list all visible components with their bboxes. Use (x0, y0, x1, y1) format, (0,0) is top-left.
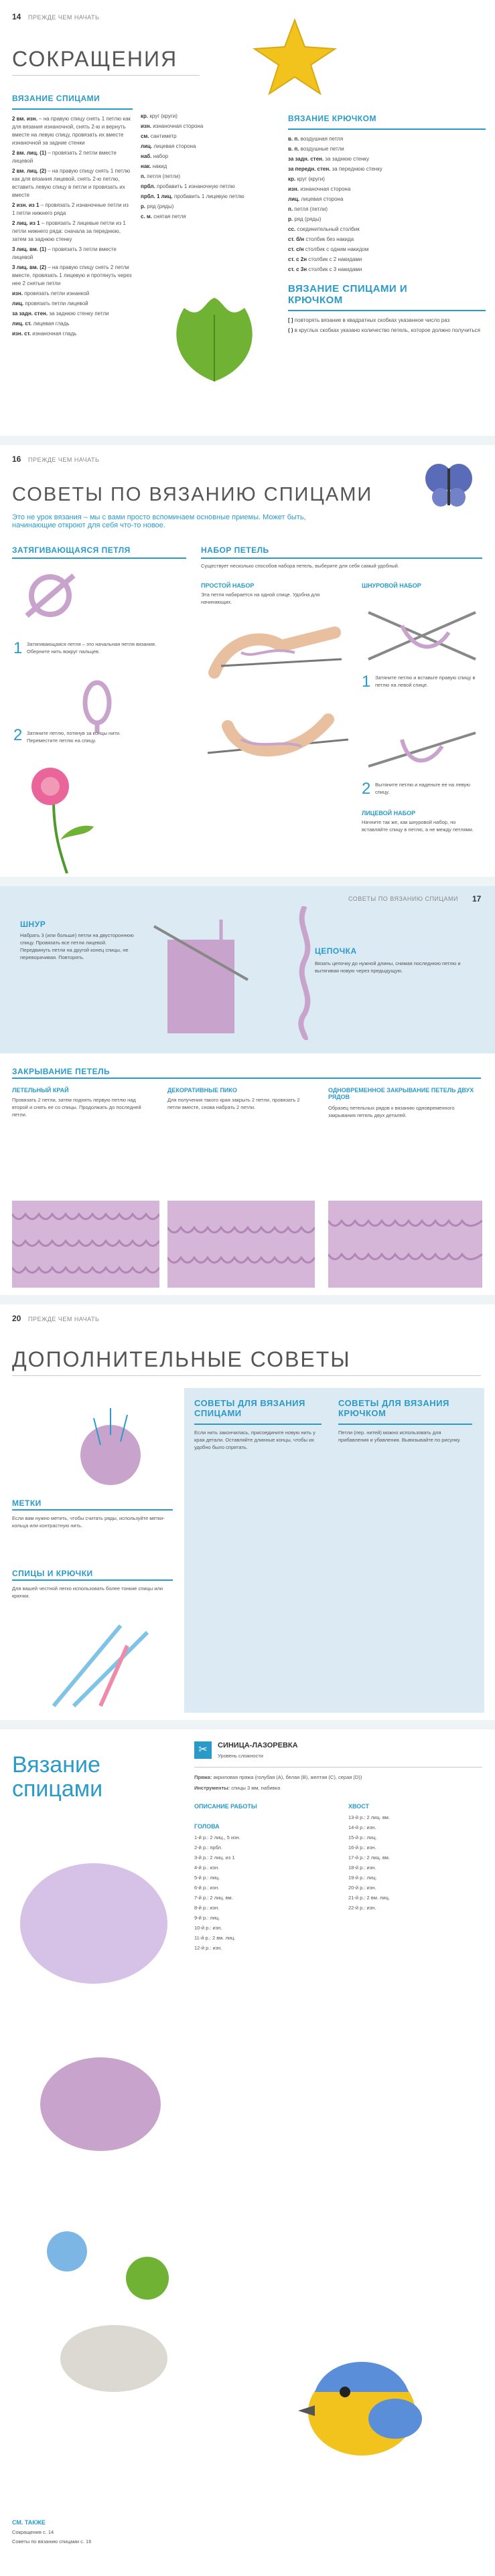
section-heading: ВЯЗАНИЕ СПИЦАМИ И КРЮЧКОМ (288, 283, 408, 306)
section-heading: ЗАКРЫВАНИЕ ПЕТЕЛЬ (12, 1067, 111, 1076)
instruction-row: 17-й р.: 2 лиц. вм. (348, 1855, 390, 1861)
instructions-right (348, 1814, 482, 1914)
abbreviation-key: наб. (141, 153, 152, 159)
abbreviation-key: ст. с/н (288, 246, 304, 252)
divider (12, 75, 200, 76)
instruction-row: 10-й р.: изн. (194, 1925, 222, 1931)
knit-swatch-illustration (328, 1201, 482, 1288)
slipknot-illustration (60, 673, 134, 733)
needles-illustration (362, 713, 482, 780)
knit-swatch-illustration (167, 1201, 315, 1288)
knitted-items-photo (13, 1836, 181, 2405)
section-heading: СОВЕТЫ ДЛЯ ВЯЗАНИЯ СПИЦАМИ (194, 1398, 305, 1418)
abbreviation-row (141, 193, 251, 201)
instruction-row: 11-й р.: 2 вм. лиц. (194, 1935, 236, 1941)
abbreviation-row (288, 226, 486, 234)
section-subheading: ЛЕТЕЛЬНЫЙ КРАЙ (12, 1087, 69, 1094)
body-text: Для получения такого края закрыть 2 петли, провязать 2 петли вместе, снова набрать 2 петли. (167, 1097, 300, 1110)
abbreviation-value: соединительный столбик (297, 226, 360, 232)
yarn-label: Пряжа: (194, 1774, 212, 1780)
section-heading: МЕТКИ (12, 1498, 42, 1508)
abbreviation-row (141, 213, 251, 221)
instruction-row: 7-й р.: 2 лиц. вм. (194, 1895, 233, 1901)
step-text: Затягивающаяся петля – это начальная петля вязания. Оберните нить вокруг пальцев. (27, 641, 157, 655)
abbreviation-value: снятая петля (153, 213, 186, 220)
step-text: Вытяните петлю и наденьте ее на левую спицу. (375, 782, 470, 795)
section-heading: ЦЕПОЧКА (315, 946, 357, 956)
section-heading: СОВЕТЫ ДЛЯ ВЯЗАНИЯ КРЮЧКОМ (338, 1398, 449, 1418)
see-also-link[interactable]: Сокращения с. 14 (12, 2529, 54, 2535)
abbreviation-key: 2 вм. изн. (12, 116, 38, 122)
abbreviation-value: пробавить 1 лицевую петлю (174, 193, 244, 199)
abbreviation-row (141, 163, 251, 171)
section-subheading: ПРОСТОЙ НАБОР (201, 582, 255, 589)
step-number: 2 (362, 780, 371, 798)
abbreviation-key: изн. (141, 123, 151, 129)
abbreviation-value: изнаночная сторона (153, 123, 204, 129)
abbreviation-value: – провязать 2 изнаночные петли из 1 петли нижнего ряда (12, 202, 129, 216)
running-head: ПРЕЖДЕ ЧЕМ НАЧАТЬ (28, 14, 100, 21)
knit-abbreviations (12, 94, 133, 340)
abbreviation-value: – на правую спицу снять 1 петлю как для вязания лицевой, снять 2-ю петлю, вставить левую спицу в петли и провязать их вместе (12, 168, 131, 198)
abbreviation-key: ст. с 2н (288, 256, 307, 262)
abbreviation-key: в. п. (288, 136, 299, 142)
instruction-row: 21-й р.: 2 вм. лиц. (348, 1895, 390, 1901)
abbreviation-value: столбик с 3 накидами (308, 266, 362, 272)
abbreviation-row (12, 330, 133, 338)
page-16 (0, 445, 495, 877)
section-heading: СПИЦЫ И КРЮЧКИ (12, 1569, 93, 1578)
page-separator (0, 436, 495, 445)
chapter-title-line: Вязание (12, 1752, 100, 1778)
chapter-title-line: спицами (12, 1776, 103, 1802)
step-number: 1 (362, 673, 371, 691)
instruction-row: 9-й р.: лиц. (194, 1915, 220, 1921)
pattern-icon: ✂ (194, 1741, 212, 1759)
abbreviation-row (12, 290, 133, 298)
abbreviation-row (141, 143, 251, 151)
instruction-row: 22-й р.: изн. (348, 1905, 376, 1911)
abbreviation-value: сантиметр (150, 133, 177, 139)
abbreviation-key: с. м. (141, 213, 153, 220)
abbreviation-key: прбл. (141, 183, 155, 189)
abbreviation-row (288, 205, 486, 213)
star-icon (241, 17, 348, 97)
tools-line (194, 1784, 482, 1792)
section-heading: ВЯЗАНИЕ КРЮЧКОМ (288, 114, 376, 123)
body-text: Петли (пер. нитей) можно использовать для прибавления и убавления. Вывязывайте по рисунку. (338, 1430, 461, 1443)
body-text: Если нить закончилась, присоедините новую нить у края детали. Оставляйте длинные концы, чтобы их удобно было спрятать. (194, 1430, 315, 1450)
abbreviation-value: лицевая сторона (153, 143, 196, 149)
abbreviation-key: сс. (288, 226, 296, 232)
abbreviation-key: [ ] (288, 317, 293, 323)
abbreviation-value: лицевая сторона (301, 196, 344, 202)
abbreviation-value: набор (153, 153, 169, 159)
abbreviation-value: за переднюю стенку (332, 166, 382, 172)
abbreviation-key: в. п. (288, 146, 299, 152)
abbreviation-row (12, 220, 133, 244)
abbreviation-row (288, 266, 486, 274)
abbreviation-key: нак. (141, 163, 151, 169)
abbreviation-value: лицевая гладь (33, 321, 70, 327)
abbreviation-key: 3 лиц. вм. (2) (12, 264, 46, 270)
abbreviation-row (141, 153, 251, 161)
abbreviation-row (288, 327, 486, 335)
abbreviation-value: – провязать 2 лицевые петли из 1 петли нижнего ряда: сначала за переднюю, затем за заднюю стенку (12, 220, 126, 242)
page-number: 16 (12, 454, 21, 464)
section-heading: ГОЛОВА (194, 1823, 220, 1830)
general-abbreviations (141, 112, 251, 223)
abbreviation-row (288, 256, 486, 264)
abbreviation-row (141, 183, 251, 191)
abbreviation-key: п. (288, 206, 293, 212)
abbreviation-row (288, 246, 486, 254)
page-separator (0, 1720, 495, 1729)
abbreviation-key: за передн. стен. (288, 166, 331, 172)
abbreviation-value: круг (круги) (297, 176, 325, 182)
knit-swatch-illustration (12, 1201, 159, 1288)
pattern-title: СИНИЦА-ЛАЗОРЕВКА (218, 1741, 298, 1749)
chapter-title (12, 1753, 102, 1801)
running-head: ПРЕЖДЕ ЧЕМ НАЧАТЬ (28, 456, 100, 463)
body-text: Для вашей честной легко использовать более тонкие спицы или крючки. (12, 1585, 163, 1599)
divider (12, 1579, 173, 1581)
divider (201, 557, 482, 559)
tools-label: Инструменты: (194, 1785, 230, 1791)
abbreviation-value: петля (петли) (294, 206, 328, 212)
abbreviation-value: изнаночная сторона (300, 186, 351, 192)
abbreviation-row (12, 320, 133, 328)
section-heading: ЗАТЯГИВАЮЩАЯСЯ ПЕТЛЯ (12, 545, 131, 555)
abbreviation-value: столбик с 2 накидами (308, 256, 362, 262)
abbreviation-row (288, 135, 486, 143)
abbreviation-key: за задн. стен. (12, 311, 48, 317)
needles-illustration (40, 1619, 161, 1713)
instruction-row: 3-й р.: 2 лиц. из 1 (194, 1855, 235, 1861)
abbreviation-key: лиц. ст. (12, 321, 32, 327)
abbreviation-key: кр. (288, 176, 296, 182)
body-text: Набрать 3 (или больше) петли на двустороннюю спицу. Провязать все петли лицевой. Передвинуть петли на другой конец спицы, не переворачивая. Повторять. (20, 932, 134, 960)
instruction-row: 19-й р.: лиц. (348, 1875, 377, 1881)
abbreviation-row (12, 201, 133, 218)
section-heading: ОПИСАНИЕ РАБОТЫ (194, 1803, 257, 1810)
abbreviation-row (12, 300, 133, 308)
section-subheading: ЛИЦЕВОЙ НАБОР (362, 810, 416, 817)
abbreviation-value: воздушные петли (300, 146, 344, 152)
pincushion-illustration (67, 1405, 154, 1492)
abbreviation-key: 2 вм. лиц. (1) (12, 150, 46, 156)
abbreviation-value: – на правую спицу снять 1 петлю как для вязания изнаночной, снять 2-ю и вернуть вместе на левую спицу, провязать их вместе изнаночной за задние стенки (12, 116, 131, 146)
abbreviation-value: провязать петли изнанкой (24, 290, 90, 296)
abbreviation-row (12, 149, 133, 165)
knitted-cord-illustration (141, 906, 261, 1040)
section-subheading: ШНУРОВОЙ НАБОР (362, 582, 421, 589)
instruction-row: 20-й р.: изн. (348, 1885, 376, 1891)
instruction-row: 12-й р.: изн. (194, 1945, 222, 1951)
body-text: Эта петля набирается на одной спице. Удобна для начинающих. (201, 592, 320, 605)
abbreviation-row (141, 133, 251, 141)
abbreviation-key: 2 изн. из 1 (12, 202, 40, 208)
crochet-abbreviations (288, 114, 486, 337)
instructions-left (194, 1834, 335, 1954)
needles-illustration (362, 599, 482, 673)
abbreviation-value: повторять вязание в квадратных скобках указанное число раз (294, 317, 450, 323)
divider (288, 310, 486, 311)
section-subheading: ДЕКОРАТИВНЫЕ ПИКО (167, 1087, 237, 1094)
section-subheading: ОДНОВРЕМЕННОЕ ЗАКРЫВАНИЕ ПЕТЕЛЬ ДВУХ РЯДОВ (328, 1087, 474, 1100)
page-17 (0, 886, 495, 1295)
abbreviation-value: воздушная петля (300, 136, 344, 142)
page-number: 17 (472, 894, 482, 904)
abbreviation-value: изнаночная гладь (32, 331, 77, 337)
step-number: 1 (13, 639, 23, 657)
body-text: Вязать цепочку до нужной длины, снимая последнюю петлю и вытягивая новую через предыдущую. (315, 960, 461, 974)
divider (12, 557, 186, 559)
abbreviation-row (288, 165, 486, 173)
abbreviation-key: 3 лиц. вм. (1) (12, 246, 46, 252)
divider (288, 128, 486, 130)
section-heading: НАБОР ПЕТЕЛЬ (201, 545, 269, 555)
divider (12, 1509, 173, 1511)
abbreviation-key: изн. ст. (12, 331, 31, 337)
abbreviation-row (288, 145, 486, 153)
bluetit-toy-photo (288, 2332, 435, 2466)
instruction-row: 15-й р.: лиц. (348, 1834, 377, 1840)
step-text: Затяните петлю и вставьте правую спицу в петлю на левой спице. (375, 675, 476, 688)
page-number: 14 (12, 12, 21, 21)
abbreviation-row (288, 317, 486, 325)
instruction-row: 14-й р.: изн. (348, 1824, 376, 1830)
abbreviation-key: прбл. 1 лиц. (141, 193, 173, 199)
abbreviation-key: лиц. (288, 196, 300, 202)
abbreviation-row (12, 115, 133, 147)
abbreviation-row (288, 195, 486, 203)
page-title: СОВЕТЫ ПО ВЯЗАНИЮ СПИЦАМИ (12, 484, 373, 505)
instruction-row: 2-й р.: прбл. (194, 1844, 223, 1851)
abbreviation-row (12, 167, 133, 199)
abbreviation-value: в круглых скобках указано количество петель, которое должно получиться (294, 327, 480, 333)
tools-text: спицы 3 мм, набивка (231, 1785, 281, 1791)
abbreviation-value: накид (152, 163, 167, 169)
abbreviation-key: лиц. (12, 300, 24, 307)
page-number: 20 (12, 1314, 21, 1323)
page-pattern (0, 1729, 495, 2576)
abbreviation-key: ст. б/н (288, 236, 305, 242)
page-title: СОКРАЩЕНИЯ (12, 47, 178, 71)
abbreviation-key: лиц. (141, 143, 153, 149)
leaf-icon (164, 294, 265, 388)
abbreviation-row (288, 185, 486, 193)
abbreviation-row (141, 203, 251, 211)
instruction-row: 6-й р.: изн. (194, 1885, 220, 1891)
divider (12, 108, 133, 110)
page-title: ДОПОЛНИТЕЛЬНЫЕ СОВЕТЫ (12, 1347, 351, 1371)
difficulty-label: Уровень сложности (218, 1753, 263, 1759)
body-text: Если вам нужно метить, чтобы считать ряды, используйте метки-кольца или контрастную нить. (12, 1515, 165, 1529)
butterfly-icon (422, 458, 476, 512)
page-separator (0, 877, 495, 886)
abbreviation-value: столбик с одним накидом (305, 246, 369, 252)
running-head: ПРЕЖДЕ ЧЕМ НАЧАТЬ (28, 1316, 100, 1322)
hand-illustration (201, 612, 355, 686)
abbreviation-value: – провязать 3 петли вместе лицевой (12, 246, 117, 260)
abbreviation-value: столбик без накида (305, 236, 354, 242)
divider (194, 1424, 322, 1425)
abbreviation-value: ряд (ряды) (147, 203, 174, 209)
abbreviation-row (12, 246, 133, 262)
yarn-text: акриловая пряжа (голубая (А), белая (В), желтая (С), серая (D)) (213, 1774, 362, 1780)
abbreviation-key: см. (141, 133, 149, 139)
section-heading: ШНУР (20, 920, 46, 929)
abbreviation-key: п. (141, 173, 146, 179)
see-also-link[interactable]: Советы по вязанию спицами с. 16 (12, 2539, 92, 2545)
page-separator (0, 1295, 495, 1304)
abbreviation-key: р. (288, 216, 293, 222)
abbreviation-row (288, 175, 486, 183)
instruction-row: 18-й р.: изн. (348, 1865, 376, 1871)
intro-text: Это не урок вязания – мы с вами просто вспоминаем основные приемы. Может быть, начинающие откроют для себя что-то новое. (12, 513, 306, 529)
page-20 (0, 1304, 495, 1720)
abbreviation-key: 2 вм. лиц. (2) (12, 168, 46, 174)
abbreviation-value: – провязать 2 петли вместе лицевой (12, 150, 117, 164)
body-text: Образец петельных рядов к вязанию одновременного закрывания петель двух деталей. (328, 1105, 455, 1118)
step-number: 2 (13, 726, 23, 744)
instruction-row: 1-й р.: 2 лиц., 5 изн. (194, 1834, 240, 1840)
flower-icon (13, 760, 107, 873)
abbreviation-key: за задн. стен. (288, 156, 324, 162)
abbreviation-row (141, 122, 251, 131)
instruction-row: 4-й р.: изн. (194, 1865, 220, 1871)
see-also-heading: СМ. ТАКЖЕ (12, 2519, 46, 2526)
abbreviation-key: ( ) (288, 327, 293, 333)
page-14 (0, 0, 495, 436)
instruction-row: 5-й р.: лиц. (194, 1875, 220, 1881)
divider (194, 1767, 482, 1768)
abbreviation-value: – на правую спицу снять 2 петли вместе, провязать 1 лицевую и протянуть через нее 2 снятые петли (12, 264, 132, 286)
instruction-row: 13-й р.: 2 лиц. вм. (348, 1814, 390, 1820)
abbreviation-key: изн. (12, 290, 23, 296)
abbreviation-row (141, 173, 251, 181)
cast-intro: Существует несколько способов набора петель, выберите для себя самый удобный. (201, 563, 399, 569)
divider (338, 1424, 472, 1425)
abbreviation-row (12, 310, 133, 318)
abbreviation-row (12, 264, 133, 288)
running-head: СОВЕТЫ ПО ВЯЗАНИЮ СПИЦАМИ (348, 895, 459, 902)
abbreviation-row (288, 236, 486, 244)
instruction-row: 8-й р.: изн. (194, 1905, 220, 1911)
abbreviation-value: провязать петли лицевой (25, 300, 88, 307)
instruction-row: 16-й р.: изн. (348, 1844, 376, 1851)
step-text: Затяните петлю, потянув за концы нити. Переместите петлю на спицу. (27, 730, 121, 744)
abbreviation-row (141, 112, 251, 120)
body-text: Провязать 2 петли, затем поднять первую петлю над второй и снять ее со спицы. Продолжать до последней петли. (12, 1097, 141, 1118)
abbreviation-key: ст. с 3н (288, 266, 307, 272)
divider (12, 1078, 481, 1079)
body-text: Начните так же, как шнуровой набор, но вставляйте спицу в петлю, а не между петлями. (362, 819, 474, 833)
abbreviation-value: за заднюю стенку (325, 156, 370, 162)
abbreviation-value: петля (петли) (147, 173, 180, 179)
abbreviation-key: р. (141, 203, 146, 209)
section-heading: ХВОСТ (348, 1803, 370, 1810)
yarn-line (194, 1774, 482, 1781)
hand-illustration (201, 699, 355, 773)
abbreviation-value: за заднюю стенку петли (49, 311, 109, 317)
abbreviation-key: кр. (141, 113, 149, 119)
abbreviation-key: изн. (288, 186, 299, 192)
abbreviation-value: круг (круги) (149, 113, 178, 119)
slipknot-illustration (13, 569, 87, 622)
section-heading: ВЯЗАНИЕ СПИЦАМИ (12, 94, 100, 103)
abbreviation-value: пробавить 1 изнаночную петлю (157, 183, 235, 189)
abbreviation-row (288, 216, 486, 224)
abbreviation-value: ряд (ряды) (294, 216, 322, 222)
abbreviation-row (288, 155, 486, 163)
abbreviation-key: 2 лиц. из 1 (12, 220, 40, 226)
divider (12, 1375, 481, 1376)
